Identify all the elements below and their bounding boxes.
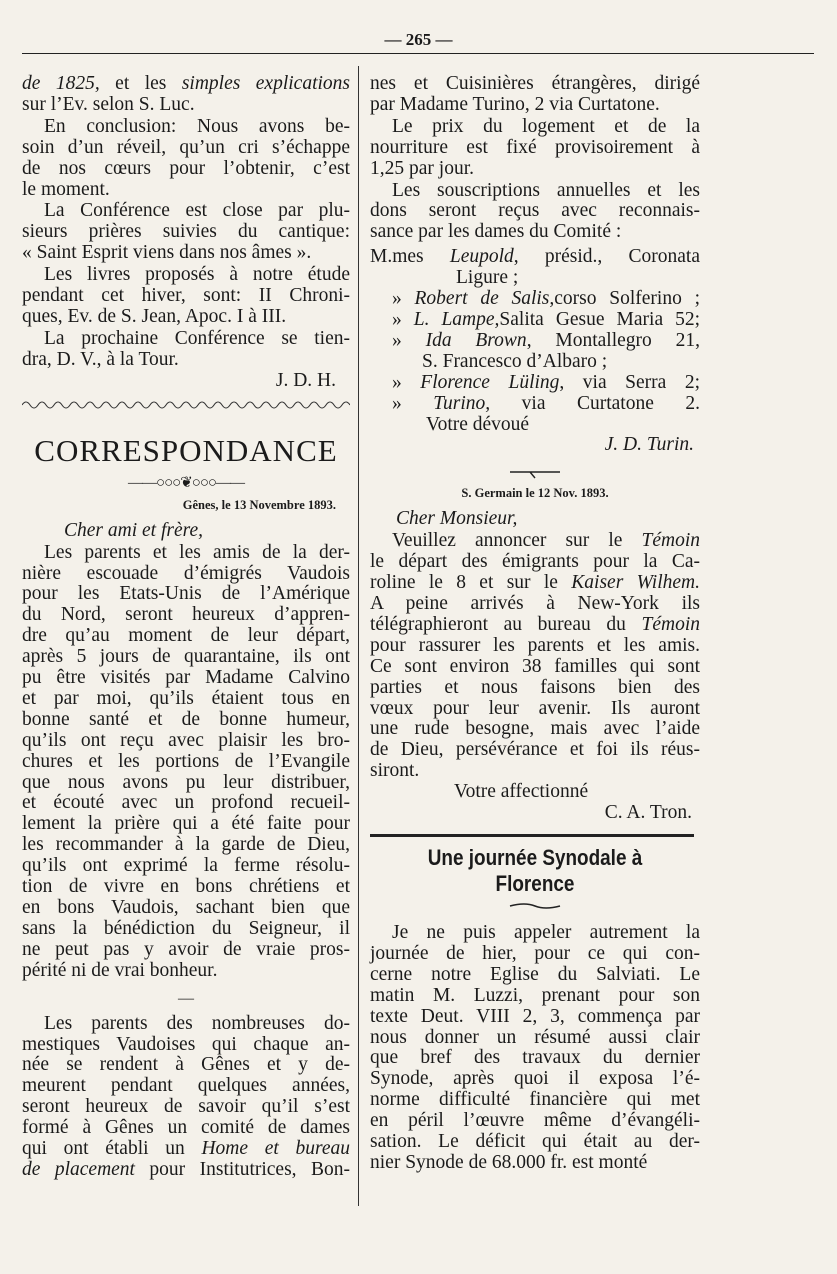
text-span: le départ des émigrants pour la Ca-: [370, 551, 700, 573]
committee-member: [370, 310, 700, 331]
text-line: chures et les portions de l’Evangile: [22, 750, 350, 772]
letter-genes-body: [22, 543, 350, 982]
text-line: 1,25 par jour.: [370, 157, 474, 179]
intro-line-2: sur l’Ev. selon S. Luc.: [22, 93, 195, 115]
text-span: vœux pour leur avenir. Ils auront: [370, 697, 700, 719]
text-line: [370, 719, 700, 740]
text-span: une rude besogne, mais avec l’aide: [370, 718, 700, 740]
greeting-cher-ami: Cher ami et frère,: [64, 519, 204, 541]
paragraph-next-conference: [22, 329, 350, 371]
text-line: nes et Cuisinières étrangères, dirigé: [370, 73, 700, 94]
text-line: dra, D. V., à la Tour.: [22, 348, 179, 370]
article-heading: Une journée Synodale à Florence: [427, 845, 643, 896]
text-line: nourriture est fixé provisoirement à: [370, 136, 700, 158]
committee-name: Ida Brown: [425, 329, 527, 351]
text-line: nous donner un résumé aussi clair: [370, 1026, 700, 1048]
paragraph-closing-prayer: [22, 201, 350, 264]
text-line: sieurs prières suivies du cantique:: [22, 221, 350, 243]
text-line: dons seront reçus avec reconnais-: [370, 200, 700, 222]
text-line: lement la prière qui a été faite pour: [22, 813, 350, 835]
paragraph-books: [22, 265, 350, 328]
paragraph-subscriptions: [370, 181, 700, 244]
text-line: que nous avons pu leur distribuer,: [22, 771, 350, 793]
small-ornament: [370, 464, 700, 480]
paragraph-conclusion: [22, 117, 350, 201]
italic-span: Témoin: [641, 613, 700, 635]
text-line: sans la bénédiction du Seigneur, il: [22, 917, 350, 939]
committee-prefix: »: [392, 371, 402, 393]
continuation: [370, 74, 700, 116]
italic-span: Kaiser Wilhem.: [571, 572, 700, 594]
paragraph-separator: —: [178, 989, 194, 1007]
text-line: sance par les dames du Comité :: [370, 221, 622, 243]
intro-line-1: [22, 74, 350, 95]
committee-member: [370, 352, 700, 373]
letter-tail: pour Institutrices, Bon-: [134, 1158, 350, 1180]
text-line: Les souscriptions annuelles et les: [392, 179, 700, 201]
text-line: les recommander à la garde de Dieu,: [22, 834, 350, 856]
text-line: et par moi, qu’ils étaient tous en: [22, 687, 350, 709]
text-line: de nos cœurs pour l’obtenir, c’est: [22, 157, 350, 179]
committee-name: Robert de Salis,: [414, 288, 555, 310]
committee-address: Ligure ;: [456, 267, 519, 289]
text-line: mestiques Vaudoises qui chaque an-: [22, 1033, 350, 1055]
text-line: texte Deut. VIII 2, 3, commença par: [370, 1005, 700, 1027]
text-line: La prochaine Conférence se tien-: [44, 327, 350, 349]
text-line: cerne notre Eglise du Salviati. Le: [370, 963, 700, 985]
text-line: pour les Etats-Unis de l’Amérique: [22, 583, 350, 605]
committee-address: , présid., Coronata: [513, 246, 700, 268]
text-line: que bref des travaux du dernier: [370, 1047, 700, 1069]
text-line: Les livres proposés à notre étude: [44, 264, 350, 286]
text-line: [370, 573, 700, 594]
text-line: qu’ils ont exprimé la ferme résolu-: [22, 855, 350, 877]
right-column: [370, 74, 700, 1174]
committee-prefix: »: [392, 392, 402, 414]
committee-name: Leupold: [449, 246, 514, 268]
text-line: par Madame Turino, 2 via Curtatone.: [370, 93, 660, 115]
text-line: le moment.: [22, 178, 110, 200]
text-span: Ce sont environ 38 familles qui sont: [370, 655, 700, 677]
committee-address: , via Serra 2;: [559, 371, 700, 393]
text-span: Veuillez annoncer sur le: [392, 530, 642, 552]
text-span: roline le 8 et sur le: [370, 572, 572, 594]
text-line: [370, 699, 700, 720]
italic-placement: de placement: [22, 1158, 135, 1180]
closing-affectionne: Votre affectionné: [454, 781, 589, 803]
text-line: [370, 740, 700, 761]
signature-jdh: J. D. H.: [275, 369, 336, 391]
text-line: en bons Vaudois, sachant bien que: [22, 897, 350, 918]
text-line: soin d’un réveil, qu’un cri s’échappe: [22, 136, 350, 158]
text-span: A peine arrivés à New-York ils: [370, 593, 700, 615]
text-line: Je ne puis appeler autrement la: [392, 922, 700, 943]
wave-ornament: [22, 398, 350, 412]
text-line: qu’ils ont reçu avec plaisir les bro-: [22, 729, 350, 751]
text-line: meurent pendant quelques années,: [22, 1075, 350, 1097]
text-span: de Dieu, persévérance et foi ils réus-: [370, 739, 700, 761]
committee-prefix: »: [392, 308, 402, 330]
committee-member: [370, 289, 700, 310]
text-span: siront.: [370, 760, 420, 782]
text-line: Le prix du logement et de la: [392, 115, 700, 137]
text-line: norme difficulté financière qui met: [370, 1089, 700, 1111]
committee-prefix: »: [392, 329, 402, 351]
text-span: parties et nous faisons bien des: [370, 676, 700, 698]
letter-genes-final-line: [22, 1160, 350, 1181]
text-span: qui ont établi un: [22, 1138, 185, 1160]
text-line: [370, 552, 700, 573]
text-line: formé à Gênes un comité de dames: [22, 1117, 350, 1139]
text-line: bonne santé et de bonne humeur,: [22, 708, 350, 730]
text-line: après 5 jours de quarantaine, ils ont: [22, 646, 350, 668]
text-line: du Nord, seront heureux d’appren-: [22, 604, 350, 626]
text-line: pendant cet hiver, sont: II Chroni-: [22, 285, 350, 307]
letter-s-germain-body: [370, 531, 700, 782]
greeting-cher-monsieur: Cher Monsieur,: [396, 508, 518, 530]
dateline-genes: Gênes, le 13 Novembre 1893.: [182, 497, 336, 512]
committee-member: [370, 373, 700, 394]
text-line: Les parents des nombreuses do-: [44, 1012, 350, 1034]
signature-turin: J. D. Turin.: [604, 434, 694, 456]
committee-address: via Curtatone 2.: [490, 392, 700, 414]
text-line: nière escouade d’émigrés Vaudois: [22, 562, 350, 584]
text-line: [370, 531, 700, 552]
text-line: en péril l’œuvre même d’évangéli-: [370, 1110, 700, 1132]
committee-member: [370, 247, 700, 268]
text-line: Les parents et les amis de la der-: [44, 541, 350, 563]
closing-devoue: Votre dévoué: [426, 413, 530, 435]
italic-span: Témoin: [641, 530, 700, 552]
left-column: [22, 74, 350, 1181]
text-line: et écouté avec un profond recueil-: [22, 792, 350, 814]
text-line: ne peut pas y avoir de vraie pros-: [22, 938, 350, 960]
section-rule: [370, 834, 694, 837]
text-line: dre qu’au moment de leur départ,: [22, 625, 350, 647]
intro-italic-title: simples explications: [181, 73, 351, 94]
italic-home-bureau: Home et bureau: [201, 1138, 351, 1160]
intro-text: et les: [99, 73, 182, 94]
text-line: nier Synode de 68.000 fr. est monté: [370, 1151, 648, 1173]
signature-tron: C. A. Tron.: [604, 802, 692, 824]
text-line: périté ni de vrai bonheur.: [22, 959, 218, 981]
committee-prefix: M.mes: [370, 246, 424, 268]
text-line: La Conférence est close par plu-: [44, 200, 350, 222]
column-divider: [358, 66, 359, 1206]
text-line: [370, 657, 700, 678]
text-line: journée de hier, pour ce qui con-: [370, 942, 700, 964]
text-line: [370, 678, 700, 699]
text-line: Synode, après quoi il exposa l’é-: [370, 1068, 700, 1090]
text-span: télégraphieront au bureau du: [370, 613, 642, 635]
article-body: [370, 923, 700, 1174]
text-line: sation. Le déficit qui était au der-: [370, 1131, 700, 1153]
text-line: [370, 615, 700, 636]
committee-prefix: »: [392, 288, 402, 310]
text-line: née se rendent à Gênes et y de-: [22, 1054, 350, 1076]
committee-list: [370, 247, 700, 414]
committee-member: [370, 268, 700, 289]
page-number: — 265 —: [384, 30, 453, 49]
text-line: pu être visités par Madame Calvino: [22, 667, 350, 689]
header-rule: [22, 53, 814, 54]
committee-name: Turino,: [433, 392, 491, 414]
letter-genes-body-2: [22, 1014, 350, 1160]
text-line: En conclusion: Nous avons be-: [44, 115, 350, 137]
committee-member: [370, 394, 700, 415]
text-line: [370, 761, 700, 782]
text-line: matin M. Luzzi, prenant pour son: [370, 984, 700, 1006]
paragraph-price: [370, 117, 700, 180]
section-heading-correspondance: CORRESPONDANCE: [34, 432, 338, 468]
text-line: [370, 636, 700, 657]
text-line: « Saint Esprit viens dans nos âmes ».: [22, 242, 312, 264]
text-line: [370, 594, 700, 615]
committee-address: corso Solferino ;: [554, 288, 701, 310]
committee-member: [370, 331, 700, 352]
article-ornament: [370, 899, 700, 913]
text-span: pour rassurer les parents et les amis.: [370, 634, 700, 656]
intro-italic-date: de 1825,: [22, 73, 100, 94]
dateline-s-germain: S. Germain le 12 Nov. 1893.: [461, 486, 609, 501]
committee-name: L. Lampe,: [413, 308, 500, 330]
text-line: tion de vivre en bons chrétiens et: [22, 876, 350, 898]
committee-address: S. Francesco d’Albaro ;: [422, 350, 608, 372]
committee-name: Florence Lüling: [420, 371, 560, 393]
committee-address: , Montallegro 21,: [526, 329, 700, 351]
text-line: [22, 1139, 350, 1160]
heading-ornament: ——○○○❦○○○——: [128, 474, 244, 491]
committee-address: Salita Gesue Maria 52;: [499, 308, 701, 330]
text-line: seront heureux de savoir qu’il s’est: [22, 1096, 350, 1118]
text-line: ques, Ev. de S. Jean, Apoc. I à III.: [22, 305, 287, 327]
